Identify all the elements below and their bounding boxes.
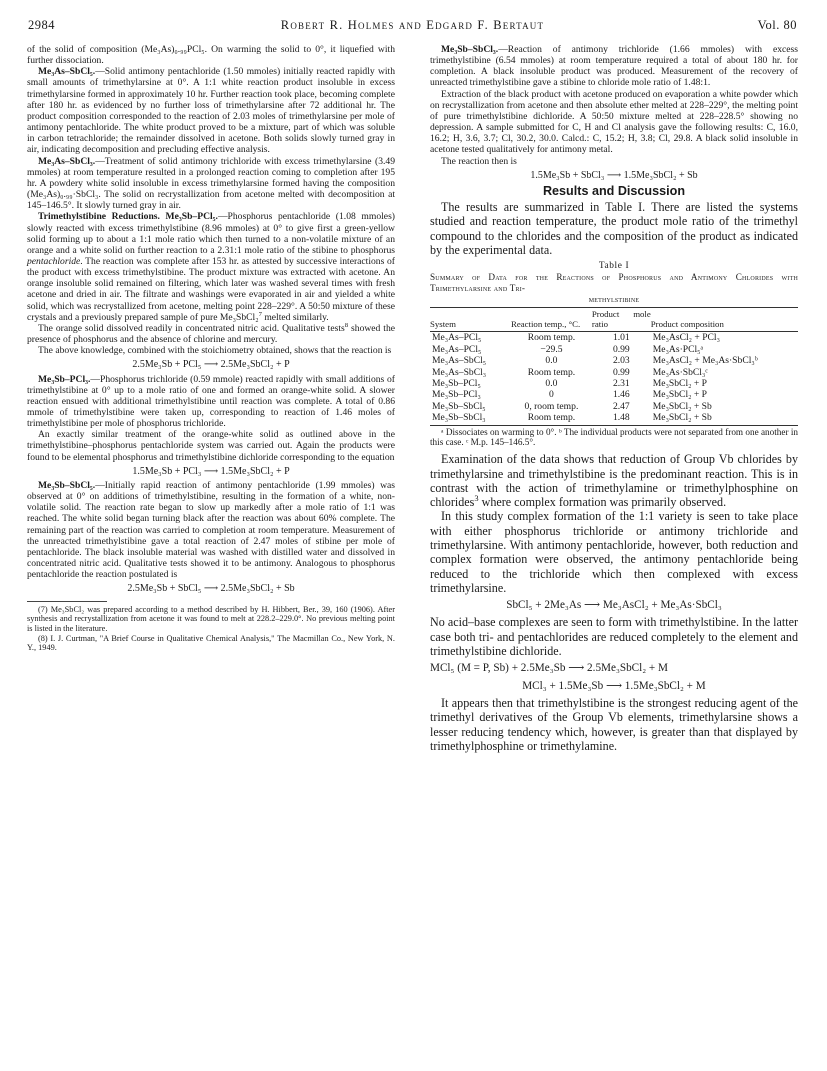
cell-temp: 0, room temp. [524, 400, 579, 412]
cell-composition: Me₃As·PCl₅ᵃ [652, 343, 704, 355]
paragraph: It appears then that trimethylstibine is the strongest reducing agent of the trimethyl derivatives of the Group Vb elements, trimethylarsine shows a lesser reducing tendency which, however, is greater than that displayed by trimethylphosphine or trimethylamine. [430, 695, 798, 753]
equation: 2.5Me₃Sb + SbCl₅ ⟶ 2.5Me₃SbCl₂ + Sb [127, 583, 295, 595]
cell-system: Me₃Sb–PCl₅ [432, 378, 481, 389]
cell-composition: Me₃As·SbCl₃ᶜ [652, 366, 708, 378]
cell-composition: Me₃SbCl₂ + P [652, 378, 707, 389]
left-column [27, 44, 395, 653]
paragraph-me3sb-pcl5: Trimethylstibine Reductions. Me₃Sb–PCl₅.—Phosphorus pentachloride (1.08 mmoles) slowly reacted with excess trimethylstibine (8.96 mmoles) at 0° to give first a green-yellow solid forming up to about a 1:1 mole ratio which then turned to a non-volatile mixture of an orange and a white solid on further reaction to a 2.31:1 mole ratio of the stibine to phosphorus pentachloride. The reaction was complete after 153 hr. as attested by successive interactions of the product with excess trimethylstibine. The product mixture was extracted with acetone. An orange insoluble solid remained on filtering, which later was washed several times with fresh acetone and dried in air. The filtrate and washings were evaporated in air and yielded a white solid, which was recrystallized from acetone, melting point 228–229°. A 50:50 mixture of these crystals and a previously prepared sample of pure Me₃SbCl₂$^7$ melted similarly. [27, 211, 395, 323]
table-row [430, 355, 798, 366]
cell-composition: Me₃SbCl₂ + P [652, 389, 707, 401]
col-header: System [430, 308, 511, 332]
cell-composition: Me₃SbCl₂ + Sb [651, 412, 798, 425]
cell-system: Me₃Sb–PCl₃ [432, 389, 481, 401]
footnote-8: (8) I. J. Curtman, "A Brief Course in Qualitative Chemical Analysis," The Macmillan Co., New York, N. Y., 1949. [27, 633, 395, 653]
cell-system: Me₃As–SbCl₅ [432, 355, 487, 367]
paragraph-me3as-sbcl3: Me₃As–SbCl₃.—Treatment of solid antimony trichloride with excess trimethylarsine (3.49 mmoles) at room temperature resulted in a prolonged reaction coming to completion after 195 hr. A powdery white solid insoluble in excess trimethylarsine formed having the composition (Me₃As)₀.₉₉·SbCl₃. The solid on recrystallization from acetone melted with decomposition at 145–146.5°. It slowly turned gray in air. [27, 155, 395, 212]
paragraph: Examination of the data shows that reduction of Group Vb chlorides by trimethylarsine and trimethylstibine is the predominant reaction. This is in contrast with the action of trimethylamine or trimethylphosphine on chlorides$^3$ where complex formation was primarily observed. [430, 452, 798, 510]
table-row [430, 401, 798, 412]
footnote-ref: 3 [474, 493, 479, 504]
paragraph-me3sb-pcl3: Me₃Sb–PCl₃.—Phosphorus trichloride (0.59 mmole) reacted rapidly with small additions of trimethylstibine at 0° up to a mole ratio of one and formed an orange-white solid. A slower reaction ensued with additional trimethylstibine until reaction was complete. A total of 0.86 mmole of trimethylstibine were taken up, corresponding to reaction of 1.46 moles of trimethylstibine per mole of phosphorus trichloride. [27, 373, 395, 430]
footnote-divider [27, 601, 107, 602]
cell-composition: Me₃AsCl₂ + Me₃As·SbCl₃ᵇ [652, 355, 758, 367]
cell-ratio: 1.46 [612, 389, 630, 401]
cell-temp: 0.0 [545, 378, 558, 389]
cell-system: Me₃As–PCl₅ [432, 343, 482, 355]
cell-system: Me₃Sb–SbCl₅ [432, 400, 486, 412]
equation: 2.5Me₃Sb + PCl₅ ⟶ 2.5Me₃SbCl₂ + P [132, 359, 290, 371]
cell-ratio: 0.99 [612, 343, 630, 355]
col-header: Product composition [651, 308, 798, 332]
cell-ratio: 2.31 [612, 378, 630, 389]
table-row [430, 344, 798, 355]
run-in-heading: Me₃Sb–SbCl₅. [38, 479, 96, 491]
equation: 1.5Me₃Sb + SbCl₃ ⟶ 1.5Me₃SbCl₂ + Sb [530, 169, 698, 181]
run-in-heading: Me₃Sb–PCl₃. [38, 373, 91, 385]
table-row [430, 367, 798, 378]
paragraph: In this study complex formation of the 1:1 variety is seen to take place with either phosphorus trichloride or antimony trichloride and trimethylarsine. With antimony pentachloride, however, both reduction and complex formation were observed, the antimony pentachloride being reduced to the trichloride which then complexed with excess trimethylarsine. [430, 509, 798, 595]
volume-number: Vol. 80 [757, 18, 797, 32]
table-label: Table I [598, 261, 630, 272]
run-in-heading: Me₃As–SbCl₃. [38, 155, 96, 167]
table-footnotes: ᵃ Dissociates on warming to 0°. ᵇ The individual products were not separated from one another in this case. ᶜ M.p. 145–146.5°. [430, 426, 798, 448]
running-authors: Robert R. Holmes and Edgard F. Bertaut [280, 18, 545, 32]
cell-temp: −29.5 [540, 343, 563, 355]
paragraph: An exactly similar treatment of the orange-white solid as outlined above in the trimethylstibine–phosphorus pentachloride system was carried out. Again the products were found to be elemental phosphorus and trimethylstibine dichloride corresponding to the equation [27, 429, 395, 463]
cell-system: Me₃Sb–SbCl₃ [430, 412, 511, 425]
cell-composition: Me₃SbCl₂ + Sb [652, 400, 712, 412]
run-in-heading: Trimethylstibine Reductions. Me₃Sb–PCl₅. [38, 211, 218, 223]
running-header [28, 18, 797, 36]
results-table [430, 307, 798, 425]
equation: MCl₃ + 1.5Me₃Sb ⟶ 1.5Me₃SbCl₂ + M [522, 679, 706, 692]
section-title: Results and Discussion [542, 183, 686, 198]
paragraph: The results are summarized in Table I. There are listed the systems studied and reaction temperature, the product mole ratio of the trimethyl compound to the chlorides and the composition of the product as indicated by the experimental data. [430, 200, 798, 257]
table-header-row [430, 308, 798, 332]
cell-temp: Room temp. [527, 332, 576, 344]
cell-ratio: 1.01 [612, 332, 630, 344]
paragraph: Extraction of the black product with acetone produced on evaporation a white powder which on recrystallization from acetone and then absolute ether melted at 228–229°, the melting point of pure trimethylstibine dichloride. A 50:50 mixture melted at 228–228.5° showing no depression. A sample submitted for C, H and Cl analysis gave the following results: C, 16.0, 16.2; H, 3.6, 3.7; Cl, 30.2, 30.0. Calcd.: C, 15.2; H, 3.8; Cl, 29.8. A black solid insoluble in acetone tested qualitatively for antimony metal. [430, 88, 798, 156]
cell-system: Me₃As–SbCl₃ [432, 366, 487, 378]
cell-temp: Room temp. [511, 412, 592, 425]
cell-ratio: 1.48 [592, 412, 651, 425]
footnote-ref: 7 [258, 310, 262, 318]
col-header: Product mole ratio [592, 308, 651, 332]
paragraph: The reaction then is [441, 155, 517, 167]
footnote-ref: 8 [344, 321, 349, 329]
run-in-heading: Me₃Sb–SbCl₃. [441, 44, 499, 55]
equation: 1.5Me₃Sb + PCl₃ ⟶ 1.5Me₃SbCl₂ + P [132, 465, 290, 477]
run-in-heading: Me₃As–SbCl₅. [38, 66, 96, 78]
paragraph-me3sb-sbcl5: Me₃Sb–SbCl₅.—Initially rapid reaction of antimony pentachloride (1.99 mmoles) was observed at 0° on additions of trimethylstibine, resulting in the formation of a white, non-volatile solid. The reaction rate began to slow up markedly after a mole ratio of 1:1 was reached. The white solid began turning black after the reaction was about 60% complete. The remaining part of the reaction was carried to completion at room temperature. Measurement of the unreacted trimethylstibine gave a total reaction of 2.47 moles of stibine per mole of pentachloride. The black insoluble material was washed with distilled water and dissolved in concentrated nitric acid. Qualitative tests showed it to be antimony. Analogous to phosphorus pentachloride the reaction postulated is [27, 479, 395, 581]
table-row [430, 389, 798, 400]
cell-temp: Room temp. [527, 366, 576, 378]
paragraph: No acid–base complexes are seen to form with trimethylstibine. In the latter case both tri- and pentachlorides are reduced completely to the element and trimethylstibine dichloride. [430, 615, 798, 659]
cell-ratio: 2.47 [612, 400, 630, 412]
col-header: Reaction temp., °C. [511, 308, 592, 332]
cell-system: Me₃As–PCl₅ [432, 332, 482, 344]
cell-ratio: 0.99 [612, 366, 630, 378]
table-title: Summary of Data for the Reactions of Phosphorus and Antimony Chlorides with Trimethylarsine and Tri- methylstibine [430, 272, 798, 305]
paragraph-me3as-sbcl5: Me₃As–SbCl₅.—Solid antimony pentachloride (1.50 mmoles) initially reacted rapidly with small amounts of trimethylarsine at 0°. A 1:1 white reaction product insoluble in excess trimethylarsine formed in approximately 10 hr. Further reaction took place, becoming complete after 180 hr. as evidenced by no further loss of trimethylarsine after 72 additional hr. The product composition corresponded to the reaction of 2.03 moles of trimethylarsine per mole of antimony pentachloride. The white product proved to be a mixture, part of which was soluble in carbon tetrachloride; the remainder dissolved in acetone. Both solids slowly turned gray in air, indicating decomposition and precluding effective analysis. [27, 66, 395, 156]
table-row [430, 378, 798, 389]
cell-ratio: 2.03 [612, 355, 630, 367]
paragraph: The above knowledge, combined with the stoichiometry obtained, shows that the reaction is [38, 345, 392, 357]
cell-composition: Me₃AsCl₂ + PCl₃ [652, 332, 720, 344]
cell-temp: 0.0 [545, 355, 558, 367]
equation: SbCl₅ + 2Me₃As ⟶ Me₃AsCl₂ + Me₃As·SbCl₃ [506, 599, 722, 612]
page-number: 2984 [28, 18, 55, 32]
paragraph-me3sb-sbcl3: Me₃Sb–SbCl₃.—Reaction of antimony trichloride (1.66 mmoles) with excess trimethylstibine (6.54 mmoles) at room temperature required a total of about 180 hr. for completion. A black insoluble product was produced. Measurement of the recovery of unreacted trimethylstibine gave a stibine to chloride mole ratio of 1.48:1. [430, 44, 798, 89]
table-row [430, 332, 798, 344]
paragraph: of the solid of composition (Me₃As)₀.₉₉PCl₅. On warming the solid to 0°, it liquefied with further dissociation. [27, 44, 395, 67]
cell-temp: 0 [549, 389, 554, 401]
equation: MCl₅ (M = P, Sb) + 2.5Me₃Sb ⟶ 2.5Me₃SbCl₂ + M [430, 662, 668, 675]
right-column [430, 44, 798, 753]
paragraph: The orange solid dissolved readily in concentrated nitric acid. Qualitative tests$^8$ showed the presence of phosphorus and the absence of chlorine and mercury. [27, 321, 396, 346]
footnote-7: (7) Me₃SbCl₂ was prepared according to a method described by H. Hibbert, Ber., 39, 160 (1906). After synthesis and recrystallization from acetone it was found to melt at 228.2–229.0°. No previous melting point is listed in the literature. [27, 604, 395, 633]
table-row [430, 412, 798, 425]
